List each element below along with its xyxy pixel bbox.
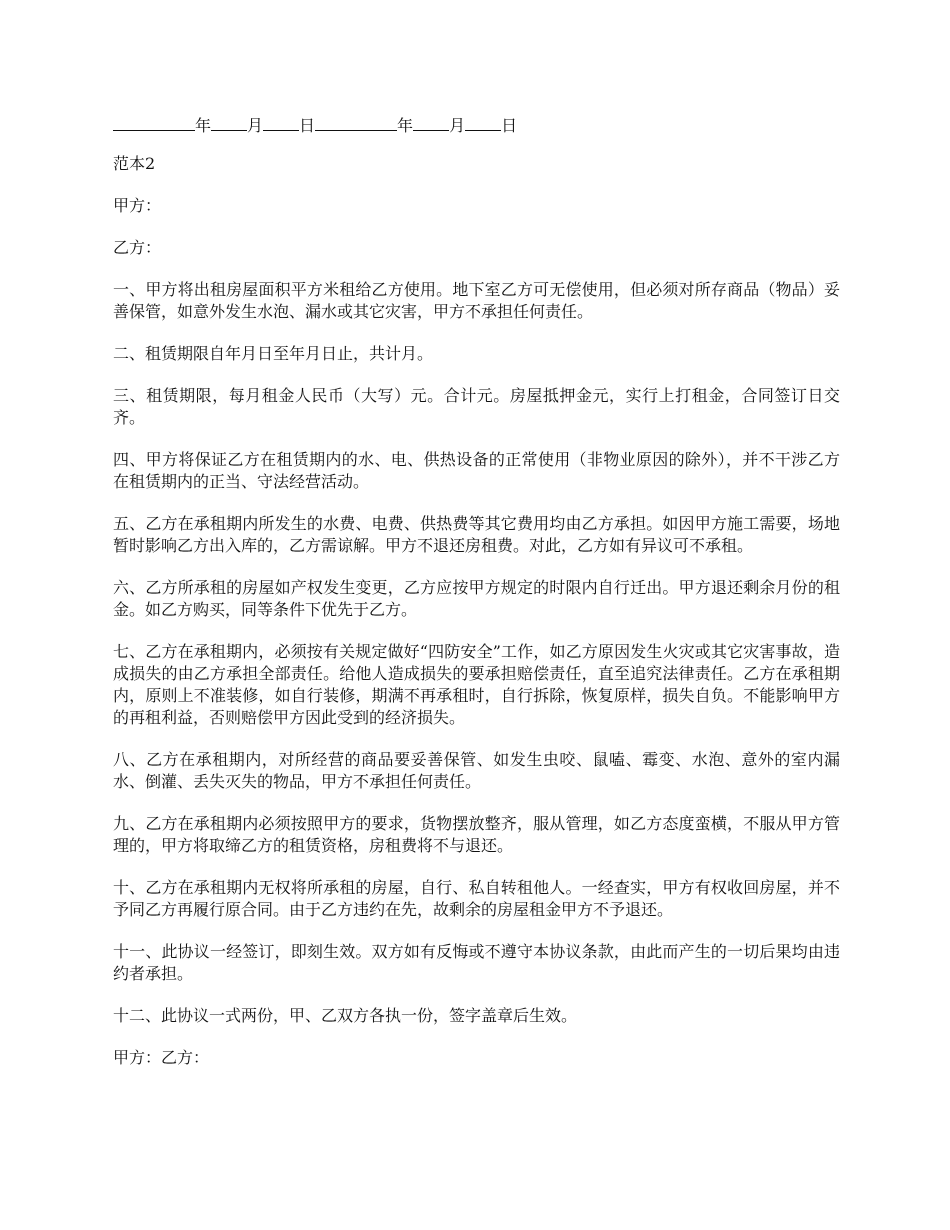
year-label-2: 年 <box>397 116 414 135</box>
party-a-label: 甲方： <box>113 196 162 215</box>
blank-month-2 <box>413 112 449 131</box>
month-label-1: 月 <box>247 116 264 135</box>
clause-12: 十二、此协议一式两份，甲、乙双方各执一份，签字盖章后生效。 <box>113 1006 578 1025</box>
document-body <box>113 112 840 1089</box>
clause-7: 七、乙方在承租期内，必须按有关规定做好“四防安全”工作，如乙方原因发生火灾或其它灾害事故，造成损失的由乙方承担全部责任。给他人造成损失的要承担赔偿责任，直至追究法律责任。乙方在承租期内，原则上不准装修，如自行装修，期满不再承租时，自行拆除，恢复原样，损失自负。不能影响甲方的再租利益，否则赔偿甲方因此受到的经济损失。 <box>113 642 840 727</box>
date-line <box>113 112 840 139</box>
clause-9: 九、乙方在承租期内必须按照甲方的要求，货物摆放整齐，服从管理，如乙方态度蛮横，不服从甲方管理的，甲方将取缔乙方的租赁资格，房租费将不与退还。 <box>113 814 840 855</box>
blank-month-1 <box>211 112 247 131</box>
blank-year-1 <box>113 112 195 131</box>
blank-day-1 <box>263 112 299 131</box>
signature-line: 甲方：乙方： <box>113 1048 210 1067</box>
clause-6: 六、乙方所承租的房屋如产权发生变更，乙方应按甲方规定的时限内自行迁出。甲方退还剩余月份的租金。如乙方购买，同等条件下优先于乙方。 <box>113 578 840 619</box>
clause-5: 五、乙方在承租期内所发生的水费、电费、供热费等其它费用均由乙方承担。如因甲方施工需要，场地暂时影响乙方出入库的，乙方需谅解。甲方不退还房租费。对此，乙方如有异议可不承租。 <box>113 514 840 555</box>
clause-2: 二、租赁期限自年月日至年月日止，共计月。 <box>113 344 434 363</box>
day-label-2: 日 <box>501 116 518 135</box>
sample-label: 范本2 <box>113 154 156 173</box>
clause-1: 一、甲方将出租房屋面积平方米租给乙方使用。地下室乙方可无偿使用，但必须对所存商品（物品）妥善保管，如意外发生水泡、漏水或其它灾害，甲方不承担任何责任。 <box>113 280 840 321</box>
clause-4: 四、甲方将保证乙方在租赁期内的水、电、供热设备的正常使用（非物业原因的除外），并不干涉乙方在租赁期内的正当、守法经营活动。 <box>113 450 840 491</box>
blank-day-2 <box>465 112 501 131</box>
clause-11: 十一、此协议一经签订，即刻生效。双方如有反悔或不遵守本协议条款，由此而产生的一切后果均由违约者承担。 <box>113 942 840 983</box>
party-b-label: 乙方： <box>113 238 162 257</box>
year-label-1: 年 <box>195 116 212 135</box>
month-label-2: 月 <box>449 116 466 135</box>
clause-10: 十、乙方在承租期内无权将所承租的房屋，自行、私自转租他人。一经查实，甲方有权收回房屋，并不予同乙方再履行原合同。由于乙方违约在先，故剩余的房屋租金甲方不予退还。 <box>113 878 840 919</box>
clause-8: 八、乙方在承租期内，对所经营的商品要妥善保管、如发生虫咬、鼠嗑、霉变、水泡、意外的室内漏水、倒灌、丢失灭失的物品，甲方不承担任何责任。 <box>113 750 840 791</box>
clause-3: 三、租赁期限，每月租金人民币（大写）元。合计元。房屋抵押金元，实行上打租金，合同签订日交齐。 <box>113 386 840 427</box>
blank-year-2 <box>315 112 397 131</box>
day-label-1: 日 <box>299 116 316 135</box>
